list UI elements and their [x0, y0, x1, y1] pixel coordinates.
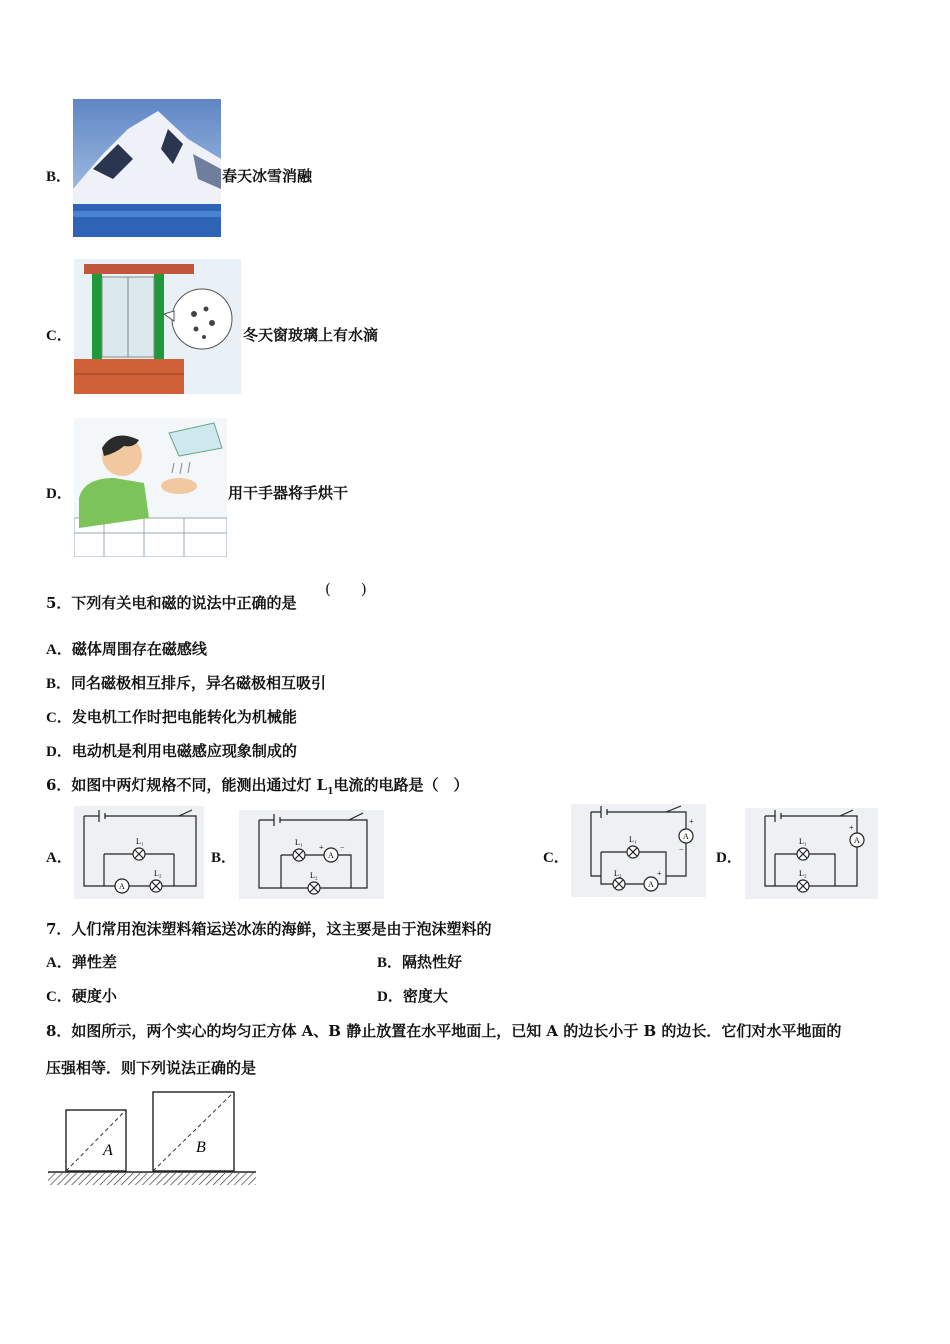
option-label: D．	[46, 486, 72, 502]
question-stem-line2: 压强相等．则下列说法正确的是	[46, 1059, 257, 1077]
hand-dryer-image	[74, 418, 227, 557]
option-label-a: A．	[46, 850, 72, 866]
svg-text:B: B	[196, 1139, 206, 1156]
cube-a	[66, 1110, 126, 1171]
option-a: A．弹性差	[46, 953, 117, 971]
option-label: D．	[46, 744, 72, 760]
svg-text:+: +	[657, 869, 662, 878]
svg-text:L₂: L₂	[310, 871, 318, 880]
option-c: C．硬度小	[46, 987, 117, 1005]
circuit-diagram-d	[745, 808, 878, 899]
option-label: C．	[46, 710, 72, 726]
svg-text:−: −	[340, 843, 345, 852]
option-b: B．隔热性好	[377, 953, 463, 971]
svg-text:A: A	[328, 851, 334, 860]
question-stem: 7．人们常用泡沫塑料箱运送冰冻的海鲜，这主要是由于泡沫塑料的	[46, 920, 492, 938]
cubes-figure	[46, 1090, 258, 1190]
option-d	[46, 740, 297, 761]
option-text: 用干手器将手烘干	[228, 484, 349, 502]
snowy-mountain-image	[73, 99, 221, 237]
option-text: 冬天窗玻璃上有水滴	[243, 326, 379, 344]
svg-text:L₁: L₁	[295, 838, 303, 847]
circuit-diagram-a	[74, 806, 204, 899]
ammeter-label: A	[119, 882, 125, 891]
svg-text:A: A	[648, 880, 654, 889]
svg-text:A: A	[683, 832, 689, 841]
circuit-diagram-b	[239, 810, 384, 899]
l2-label: L₂	[154, 869, 162, 878]
svg-text:+: +	[849, 823, 854, 832]
answer-parentheses: ( )	[325, 580, 367, 598]
question-stem: 6．如图中两灯规格不同，能测出通过灯 $L_1$电流的电路是（ ）	[46, 776, 469, 797]
option-label: B．	[46, 676, 72, 692]
question-stem-line1: 8．如图所示，两个实心的均匀正方体 A、B 静止放置在水平地面上，已知 A 的边长小于 B 的边长．它们对水平地面的	[46, 1022, 842, 1040]
option-label-d: D．	[716, 850, 742, 866]
svg-text:A: A	[854, 836, 860, 845]
option-label: B．	[46, 169, 72, 185]
option-label: A．	[46, 642, 72, 658]
ground-hatch	[48, 1173, 256, 1185]
svg-text:A: A	[103, 1142, 113, 1159]
option-c	[46, 706, 297, 727]
option-text: 电动机是利用电磁感应现象制成的	[71, 742, 297, 760]
svg-text:L₁: L₁	[629, 835, 637, 844]
option-text: 发电机工作时把电能转化为机械能	[71, 708, 297, 726]
option-b	[46, 672, 326, 693]
l1-label: L₁	[136, 837, 144, 846]
option-label-b: B．	[211, 850, 237, 866]
option-label-c: C．	[543, 850, 569, 866]
circuit-diagram-c	[571, 804, 706, 897]
option-text: 同名磁极相互排斥，异名磁极相互吸引	[71, 674, 327, 692]
window-condensation-image	[74, 259, 241, 394]
svg-text:L₂: L₂	[799, 869, 807, 878]
question-stem: 5．下列有关电和磁的说法中正确的是	[46, 594, 297, 612]
option-a	[46, 638, 207, 659]
option-label: C．	[46, 328, 72, 344]
cube-b	[153, 1092, 234, 1171]
option-text: 磁体周围存在磁感线	[71, 640, 207, 658]
svg-text:−: −	[679, 845, 684, 854]
svg-text:L₂: L₂	[614, 869, 622, 878]
svg-text:L₁: L₁	[799, 837, 807, 846]
option-d: D．密度大	[377, 987, 448, 1005]
option-text: 春天冰雪消融	[222, 167, 313, 185]
svg-text:+: +	[689, 817, 694, 826]
svg-text:+: +	[319, 843, 324, 852]
